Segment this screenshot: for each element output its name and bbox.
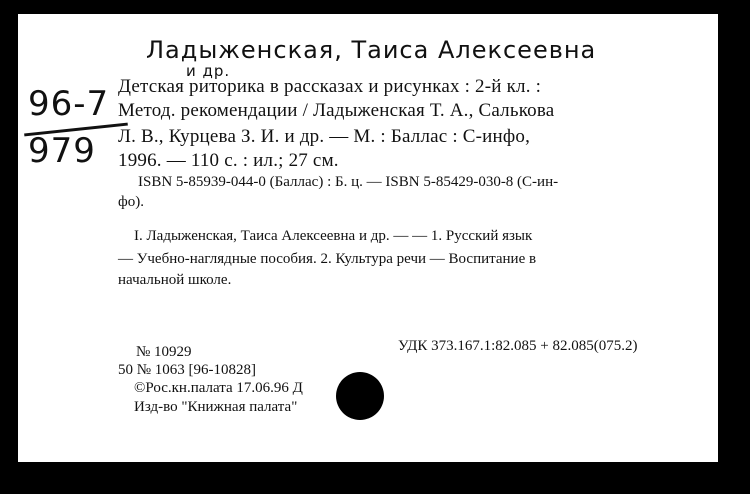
record-line-3: Л. В., Курцева З. И. и др. — М. : Баллас : С-инфо, xyxy=(118,126,531,147)
shelfmark-bottom: 979 xyxy=(28,131,96,171)
ink-stamp-blot xyxy=(336,372,384,420)
subjects-line-2: — Учебно-наглядные пособия. 2. Культура речи — Воспитание в xyxy=(118,251,537,267)
handwritten-et-al: и др. xyxy=(186,62,231,80)
record-title: Детская риторика в рассказах и рисунках : 2-й кл. : xyxy=(118,76,542,97)
subjects-line-3: начальной школе. xyxy=(118,272,232,288)
handwritten-author: Ладыженская, Таиса Алексеевна xyxy=(146,36,597,64)
record-line-2: Метод. рекомендации / Ладыженская Т. А., Салькова xyxy=(118,100,555,121)
copyright-line: ©Рос.кн.палата 17.06.96 Д xyxy=(134,380,303,396)
record-line-4: 1996. — 110 с. : ил.; 27 см. xyxy=(118,150,339,171)
card-number: № 10929 xyxy=(136,344,192,360)
udk-code: УДК 373.167.1:82.085 + 82.085(075.2) xyxy=(398,338,638,354)
publisher-line: Изд-во "Книжная палата" xyxy=(134,399,298,415)
catalog-card xyxy=(18,14,718,462)
isbn-line: ISBN 5-85939-044-0 (Баллас) : Б. ц. — ISBN 5-85429-030-8 (С-ин- xyxy=(138,174,559,190)
card-number-2: 50 № 1063 [96-10828] xyxy=(118,362,257,378)
isbn-line-cont: фо). xyxy=(118,194,144,210)
subjects-line-1: I. Ладыженская, Таиса Алексеевна и др. — — 1. Русский язык xyxy=(134,228,533,244)
shelfmark-top: 96-7 xyxy=(28,84,110,124)
